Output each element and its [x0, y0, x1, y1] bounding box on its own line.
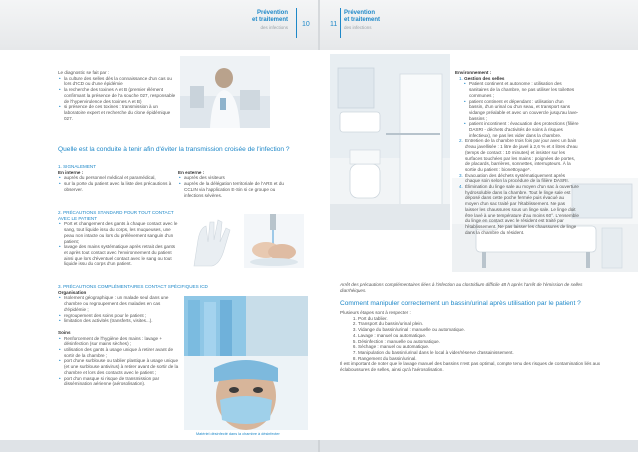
- closing-note: Il est important de noter que le lavage manuel des bassins n'est pas optimal, compte tenu des risques de contamination liés aux éclaboussures de selles, ainsi qu'à l'aérosolisation.: [340, 361, 601, 373]
- stool-management-item: • patient incontinent : évacuation des protections (filière DASRI - déchets d'activités de soins à risques infectieux), ne pas les vider dans la chambre.: [469, 121, 579, 138]
- bedpan-question: Comment manipuler correctement un bassin/urinal après utilisation par le patient ?: [340, 300, 581, 307]
- organisation-list: [58, 295, 182, 324]
- glove-photo: [184, 216, 240, 268]
- precaution-item: • Port et changement des gants à chaque contact avec le sang, tout liquide issu du corps, les muqueuses, une peau non intacte ou lors du prélèvement sanguin d'un patient;: [64, 221, 178, 244]
- diagnosis-item: • la recherche des toxines A et B (premier élément confirmant la présence de l'a souche 027, responsable de l'hypervirulence des toxines A et B): [64, 87, 180, 104]
- step-item: 4. Lavage : manuel ou automatique.: [358, 333, 620, 339]
- diagnosis-item: • si présence de ces toxines : transmission à un laboratoire expert et recherche du clone épidémique 027.: [64, 104, 180, 121]
- bathroom-photo: [330, 54, 450, 230]
- external-label: En externe :: [178, 169, 205, 175]
- linen-disposal-item: Élimination du linge sale au moyen d'un sac à ouverture hydrosoluble dans la chambre. Tout le linge sale est déposé dans cette poche fermée puis évacué au moyen d'un sac traité par l'établissement. Ne pas laisser les chaussures sous un linge sale. Le linge doit être lavé à une température d'au moins 60°. L'ensemble du linge en contact avec le résident est traité par l'établissement. Ne pas laisser les chaussures de linge dans la chambre du résident.: [465, 184, 579, 235]
- internal-label: En interne :: [58, 169, 84, 175]
- bedpan-steps-list: [340, 316, 620, 362]
- organisation-item: • Isolement géographique : un malade seul dans une chambre ou regroupement des malades en cas d'épidémie ;: [64, 295, 182, 312]
- diagnosis-block: [58, 70, 180, 121]
- right-header-title-2: et traitement: [344, 17, 381, 23]
- reporting-section: [58, 164, 298, 198]
- step-item: 6. Séchage : manuel ou automatique.: [358, 344, 620, 350]
- page-footer-band: [0, 440, 638, 452]
- masked-staff-photo: [184, 296, 308, 430]
- external-item: • auprès des visiteurs: [184, 175, 294, 181]
- care-item: • utilisation des gants à usage unique à retirer avant de sortir de la chambre ;: [64, 347, 182, 358]
- handwashing-photo: [244, 214, 304, 268]
- organisation-item: • limitation des activités (transferts, visites...).: [64, 318, 182, 324]
- spine-divider: [318, 0, 320, 50]
- external-item: • auprès de la délégation territoriale de l'ARS et du CCLIN via l'application E-Sin si ce groupe ou infections sévères.: [184, 181, 294, 198]
- right-header-subtitle: des infections: [344, 25, 372, 30]
- bedpan-steps-block: [340, 310, 620, 373]
- footer-spine: [318, 440, 320, 452]
- left-header-title-2: et traitement: [251, 17, 288, 23]
- diagnosis-item: • la culture des selles dès la connaissance d'un cas ou lors d'ICD ou d'une épidémie: [64, 76, 180, 87]
- care-label: Soins: [58, 329, 71, 335]
- environment-block: Environnement : 1. Gestion des selles • Patient continent et autonome : utilisation des sanitaires de la chambre, ne pas utiliser les toilettes communes ; • patient continent et dépendant : utilisation d'un bassin, d'un urinal ou d'un seau, et transport sans vidange préalable et avec un couvercle jusqu'au lave-bassins ; • patient incontinent : évacuation des protections (filière DASRI - déchets d'activités de soins à risques infectieux), ne pas les vider dans la chambre. 2. Entretien de la chambre trois fois par jour avec un bain d'eau javellisée : 1 litre de javel à 2,6 % et 4 litres d'eau (temps de contact : 10 minutes) et insister sur les surfaces touchées par les mains : poignées de portes, de placards, barrières, sonnettes, interrupteurs. À la sortie du patient : bionettoyage*. 3. Évacuation des déchets systématiquement après chaque soin selon la procédure de la filière DASRI. 4. Élimination du linge sale au moyen d'un sac à ouverture hydrosoluble dans la chambre. Tout le linge sale est déposé dans cette poche fermée puis évacué au moyen d'un sac traité par l'établissement. Ne pas laisser les chaussures sous un linge sale. Le linge doit être lavé à une température d'au moins 60°. L'ensemble du linge en contact avec le résident est traité par l'établissement. Ne pas laisser les chaussures de linge dans la chambre du résident.: [455, 70, 579, 235]
- care-item: • port d'une surblouse ou tablier plastique à usage unique (et une surblouse antivirus) à retirer avant de sortir de la chambre et lors des contacts avec le patient ;: [64, 358, 182, 375]
- external-list: [178, 175, 294, 198]
- section-2-title: 2. PRÉCAUTIONS STANDARD POUR TOUT CONTACT AVEC LE PATIENT: [58, 210, 174, 221]
- stool-management-title: Gestion des selles: [464, 75, 505, 81]
- step-item: 7. Manipulation du bassin/urinal dans le local à vider/réserve d'assainissement.: [358, 350, 620, 356]
- left-header-title-1: Prévention: [256, 10, 288, 16]
- page-number-right: 11: [330, 21, 338, 28]
- standard-precautions-list: [58, 221, 178, 267]
- right-header-title-1: Prévention: [344, 10, 376, 16]
- header-divider-right: [340, 8, 341, 38]
- step-item: 1. Port du tablier.: [358, 316, 620, 322]
- section-1-title: 1. SIGNALEMENT: [58, 164, 97, 169]
- diagnosis-intro: Le diagnostic se fait par :: [58, 70, 110, 75]
- step-item: 2. Transport du bassin/urinal plein.: [358, 321, 620, 327]
- care-item: • Renforcement de l'hygiène des mains : lavage + désinfection (sur mains sèches) ;: [64, 336, 182, 347]
- room-cleaning-item: Entretien de la chambre trois fois par jour avec un bain d'eau javellisée : 1 litre de javel à 2,6 % et 4 litres d'eau (temps de contact : 10 minutes) et insister sur les surfaces touchées par les mains : poignées de portes, de placards, barrières, sonnettes, interrupteurs. À la sortie du patient : bionettoyage*.: [465, 138, 578, 172]
- waste-disposal-item: Évacuation des déchets systématiquement après chaque soin selon la procédure de la filière DASRI.: [465, 172, 569, 184]
- care-item: • port d'un masque si risque de transmission par dissémination aérienne (aérosolisation).: [64, 376, 182, 387]
- stool-management-item: • patient continent et dépendant : utilisation d'un bassin, d'un urinal ou d'un seau, et transport sans vidange préalable et avec un couvercle jusqu'au lave-bassins ;: [469, 99, 579, 122]
- section-3-title: 3. PRÉCAUTIONS COMPLÉMENTAIRES CONTACT SPÉCIFIQUES ICD: [58, 284, 208, 289]
- right-running-header: [344, 10, 380, 31]
- contact-precautions: [58, 284, 208, 387]
- precautions-end-note: Arrêt des précautions complémentaires liées à l'infection au clostridium difficile 48 h après l'arrêt de l'émission de selles diarrhéiques.: [340, 282, 583, 293]
- care-list: [58, 336, 182, 387]
- diagnosis-list: [58, 76, 180, 122]
- left-header-subtitle: des infections: [260, 25, 288, 30]
- step-item: 8. Rangement du bassin/urinal.: [358, 356, 620, 362]
- photo-caption: Matériel désinfecté dans la chambre à désinfecter: [196, 432, 280, 436]
- page-header: [0, 0, 638, 50]
- page-number-left: 10: [302, 21, 310, 28]
- stool-management-item: • Patient continent et autonome : utilisation des sanitaires de la chambre, ne pas utiliser les toilettes communes ;: [469, 81, 579, 98]
- step-item: 3. Vidange du bassin/urinal : manuelle ou automatique.: [358, 327, 620, 333]
- lab-technician-photo: [180, 56, 270, 128]
- header-divider-left: [296, 8, 297, 38]
- left-running-header: [252, 10, 288, 31]
- internal-item: • auprès du personnel médical et paramédical,: [64, 175, 172, 181]
- stool-management-list: [459, 81, 579, 138]
- step-item: 5. Désinfection : manuelle ou automatique.: [358, 339, 620, 345]
- precaution-item: • lavage des mains systématique après retrait des gants et après tout contact avec l'environnement du patient ainsi que lors d'éventuel contact avec le sang ou tout liquide issu du corps d'un patient.: [64, 244, 178, 267]
- steps-intro: Plusieurs étapes sont à respecter :: [340, 310, 411, 315]
- organisation-item: • regroupement des soins pour le patient ;: [64, 313, 182, 319]
- prevention-question: Quelle est la conduite à tenir afin d'éviter la transmission croisée de l'infection ?: [58, 146, 290, 153]
- standard-precautions: [58, 210, 178, 267]
- internal-item: • sur la porte du patient avec la liste des précautions à observer.: [64, 181, 172, 192]
- internal-list: [58, 175, 172, 192]
- environment-label: Environnement :: [455, 70, 492, 75]
- organisation-label: Organisation: [58, 289, 87, 295]
